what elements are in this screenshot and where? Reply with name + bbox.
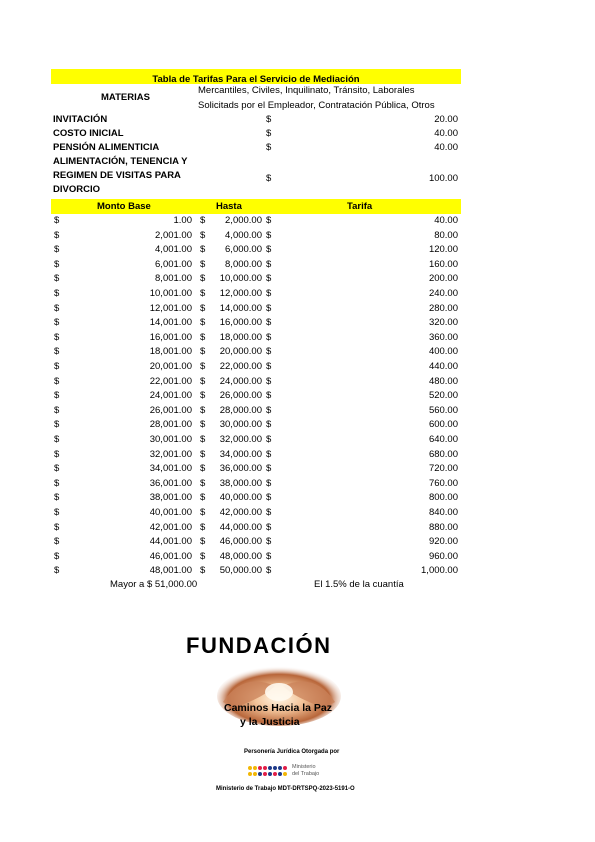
row-tarifa: 320.00: [428, 317, 458, 329]
fixed-item-currency: $: [266, 128, 272, 139]
row-hasta: 8,000.00: [225, 258, 262, 270]
row-currency-base: $: [54, 258, 60, 270]
row-base: 18,001.00: [149, 346, 192, 358]
foundation-name-line1: Caminos Hacia la Paz: [224, 702, 332, 714]
row-hasta: 14,000.00: [219, 302, 262, 314]
table-row: [0, 258, 595, 273]
row-hasta: 16,000.00: [219, 317, 262, 329]
row-base: 26,001.00: [149, 404, 192, 416]
row-currency-base: $: [54, 492, 60, 504]
row-currency-tarifa: $: [266, 244, 272, 256]
row-currency-tarifa: $: [266, 331, 272, 343]
row-tarifa: 120.00: [428, 244, 458, 256]
row-currency-hasta: $: [200, 331, 206, 343]
row-hasta: 36,000.00: [219, 463, 262, 475]
row-base: 4,001.00: [155, 244, 192, 256]
row-tarifa: 160.00: [428, 258, 458, 270]
fixed-item-value-pension: 40.00: [434, 142, 458, 153]
row-currency-tarifa: $: [266, 215, 272, 226]
fixed-item-label-alimentacion-line2: REGIMEN DE VISITAS PARA: [53, 170, 181, 181]
row-hasta: 12,000.00: [219, 288, 262, 299]
row-tarifa: 920.00: [428, 536, 458, 548]
row-tarifa: 440.00: [428, 361, 458, 372]
row-currency-hasta: $: [200, 477, 206, 489]
table-row: [0, 375, 595, 390]
row-base: 28,001.00: [149, 419, 192, 431]
row-tarifa: 1,000.00: [421, 565, 458, 577]
fixed-item-label-pension: PENSIÓN ALIMENTICIA: [53, 142, 160, 153]
row-currency-tarifa: $: [266, 550, 272, 562]
table-row: [0, 550, 595, 565]
row-currency-hasta: $: [200, 550, 206, 562]
row-currency-tarifa: $: [266, 288, 272, 299]
table-row: [0, 448, 595, 463]
row-tarifa: 480.00: [428, 375, 458, 387]
ministerio-label-line2: del Trabajo: [292, 771, 320, 777]
table-row: [0, 404, 595, 419]
table-row: [0, 564, 595, 579]
row-currency-base: $: [54, 448, 60, 460]
row-base: 36,001.00: [149, 477, 192, 489]
table-row: [0, 272, 595, 287]
table-row: [0, 418, 595, 433]
row-hasta: 44,000.00: [219, 521, 262, 533]
fixed-item-currency: $: [266, 114, 272, 125]
row-hasta: 28,000.00: [219, 404, 262, 416]
row-currency-hasta: $: [200, 244, 206, 256]
row-base: 46,001.00: [149, 550, 192, 562]
row-currency-base: $: [54, 550, 60, 562]
row-tarifa: 400.00: [428, 346, 458, 358]
row-currency-tarifa: $: [266, 273, 272, 285]
row-hasta: 50,000.00: [219, 565, 262, 577]
table-row: [0, 433, 595, 448]
row-base: 14,001.00: [149, 317, 192, 329]
row-currency-tarifa: $: [266, 536, 272, 548]
table-row: [0, 521, 595, 536]
row-currency-tarifa: $: [266, 448, 272, 460]
row-currency-hasta: $: [200, 375, 206, 387]
row-currency-hasta: $: [200, 536, 206, 548]
row-currency-hasta: $: [200, 419, 206, 431]
table-row: [0, 243, 595, 258]
row-tarifa: 360.00: [428, 331, 458, 343]
fixed-item-value-invitacion: 20.00: [434, 114, 458, 125]
row-base: 34,001.00: [149, 463, 192, 475]
materias-desc-line1: Mercantiles, Civiles, Inquilinato, Tránsito, Laborales: [198, 85, 415, 96]
row-hasta: 30,000.00: [219, 419, 262, 431]
row-base: 38,001.00: [149, 492, 192, 504]
row-currency-base: $: [54, 536, 60, 548]
row-currency-tarifa: $: [266, 419, 272, 431]
row-base: 8,001.00: [155, 273, 192, 285]
row-currency-base: $: [54, 215, 60, 226]
range-table: [0, 214, 595, 584]
row-currency-hasta: $: [200, 229, 206, 241]
row-currency-base: $: [54, 273, 60, 285]
row-base: 32,001.00: [149, 448, 192, 460]
row-currency-base: $: [54, 521, 60, 533]
row-currency-tarifa: $: [266, 507, 272, 518]
row-currency-base: $: [54, 244, 60, 256]
row-currency-hasta: $: [200, 390, 206, 402]
row-currency-hasta: $: [200, 273, 206, 285]
row-hasta: 38,000.00: [219, 477, 262, 489]
fixed-item-label-invitacion: INVITACIÓN: [53, 114, 108, 125]
row-currency-tarifa: $: [266, 302, 272, 314]
row-hasta: 6,000.00: [225, 244, 262, 256]
row-tarifa: 640.00: [428, 434, 458, 445]
range-header-base: Monto Base: [97, 201, 151, 212]
row-currency-tarifa: $: [266, 477, 272, 489]
range-header-bar: [51, 199, 461, 214]
row-currency-hasta: $: [200, 404, 206, 416]
row-currency-hasta: $: [200, 492, 206, 504]
row-hasta: 48,000.00: [219, 550, 262, 562]
row-currency-hasta: $: [200, 317, 206, 329]
row-tarifa: 720.00: [428, 463, 458, 475]
table-row: [0, 462, 595, 477]
row-hasta: 10,000.00: [219, 273, 262, 285]
row-currency-base: $: [54, 463, 60, 475]
foundation-name-line2: y la Justicia: [240, 716, 300, 728]
ministerio-label-line1: Ministerio: [292, 764, 316, 770]
row-currency-base: $: [54, 375, 60, 387]
row-currency-base: $: [54, 302, 60, 314]
range-header-hasta: Hasta: [216, 201, 242, 212]
row-currency-tarifa: $: [266, 434, 272, 445]
table-row: [0, 302, 595, 317]
personeria-text: Personería Jurídica Otorgada por: [244, 749, 340, 755]
row-currency-base: $: [54, 565, 60, 577]
table-row: [0, 345, 595, 360]
table-row: [0, 214, 595, 229]
row-currency-tarifa: $: [266, 229, 272, 241]
row-currency-hasta: $: [200, 361, 206, 372]
row-currency-base: $: [54, 507, 60, 518]
materias-label: MATERIAS: [101, 92, 150, 103]
table-row: [0, 477, 595, 492]
row-base: 24,001.00: [149, 390, 192, 402]
footer-mayor-a: Mayor a $ 51,000.00: [110, 579, 198, 590]
row-hasta: 40,000.00: [219, 492, 262, 504]
footer-porcentaje: El 1.5% de la cuantía: [314, 579, 404, 590]
row-tarifa: 800.00: [428, 492, 458, 504]
row-currency-base: $: [54, 288, 60, 299]
row-currency-base: $: [54, 390, 60, 402]
row-currency-base: $: [54, 404, 60, 416]
row-currency-tarifa: $: [266, 390, 272, 402]
fixed-item-label-alimentacion-line3: DIVORCIO: [53, 184, 100, 195]
row-tarifa: 200.00: [428, 273, 458, 285]
table-row: [0, 360, 595, 375]
row-base: 10,001.00: [149, 288, 192, 299]
row-currency-base: $: [54, 477, 60, 489]
row-hasta: 26,000.00: [219, 390, 262, 402]
fixed-item-currency: $: [266, 173, 272, 184]
table-row: [0, 506, 595, 521]
row-hasta: 4,000.00: [225, 229, 262, 241]
fixed-item-value-costo-inicial: 40.00: [434, 128, 458, 139]
row-currency-base: $: [54, 361, 60, 372]
row-tarifa: 240.00: [428, 288, 458, 299]
row-tarifa: 560.00: [428, 404, 458, 416]
row-hasta: 2,000.00: [225, 215, 262, 226]
row-currency-base: $: [54, 346, 60, 358]
row-tarifa: 760.00: [428, 477, 458, 489]
materias-desc-line2: Solicitads por el Empleador, Contratación Pública, Otros: [198, 100, 435, 111]
row-currency-base: $: [54, 317, 60, 329]
row-currency-tarifa: $: [266, 492, 272, 504]
row-base: 2,001.00: [155, 229, 192, 241]
row-base: 22,001.00: [149, 375, 192, 387]
row-base: 12,001.00: [149, 302, 192, 314]
fixed-item-value-alimentacion: 100.00: [428, 173, 458, 184]
row-currency-base: $: [54, 229, 60, 241]
row-currency-tarifa: $: [266, 521, 272, 533]
table-title: Tabla de Tarifas Para el Servicio de Mediación: [152, 74, 360, 85]
foundation-title: FUNDACIÓN: [186, 633, 332, 658]
row-base: 48,001.00: [149, 565, 192, 577]
row-hasta: 24,000.00: [219, 375, 262, 387]
row-currency-hasta: $: [200, 302, 206, 314]
table-row: [0, 331, 595, 346]
row-base: 1.00: [173, 215, 192, 226]
row-tarifa: 680.00: [428, 448, 458, 460]
row-tarifa: 840.00: [428, 507, 458, 518]
ministerio-trabajo-logo-icon: [247, 764, 287, 778]
row-hasta: 22,000.00: [219, 361, 262, 372]
row-tarifa: 40.00: [434, 215, 458, 226]
range-header-tarifa: Tarifa: [347, 201, 373, 212]
row-currency-hasta: $: [200, 215, 206, 226]
row-currency-hasta: $: [200, 521, 206, 533]
row-currency-hasta: $: [200, 448, 206, 460]
row-tarifa: 520.00: [428, 390, 458, 402]
row-currency-hasta: $: [200, 288, 206, 299]
row-currency-tarifa: $: [266, 565, 272, 577]
row-base: 40,001.00: [149, 507, 192, 518]
fixed-item-label-alimentacion-line1: ALIMENTACIÓN, TENENCIA Y: [53, 156, 188, 167]
row-currency-hasta: $: [200, 258, 206, 270]
table-row: [0, 491, 595, 506]
row-currency-tarifa: $: [266, 375, 272, 387]
table-row: [0, 287, 595, 302]
row-base: 6,001.00: [155, 258, 192, 270]
table-title-bar: [51, 69, 461, 84]
row-tarifa: 80.00: [434, 229, 458, 241]
fixed-item-label-costo-inicial: COSTO INICIAL: [53, 128, 124, 139]
row-base: 30,001.00: [149, 434, 192, 445]
row-currency-base: $: [54, 434, 60, 445]
row-currency-hasta: $: [200, 565, 206, 577]
table-row: [0, 316, 595, 331]
row-base: 44,001.00: [149, 536, 192, 548]
table-row: [0, 535, 595, 550]
table-row: [0, 389, 595, 404]
row-currency-hasta: $: [200, 346, 206, 358]
row-base: 16,001.00: [149, 331, 192, 343]
row-hasta: 20,000.00: [219, 346, 262, 358]
row-tarifa: 600.00: [428, 419, 458, 431]
row-hasta: 34,000.00: [219, 448, 262, 460]
row-tarifa: 960.00: [428, 550, 458, 562]
registro-text: Ministerio de Trabajo MDT-DRTSPQ-2023-5191-O: [216, 786, 355, 792]
row-base: 20,001.00: [149, 361, 192, 372]
row-currency-tarifa: $: [266, 258, 272, 270]
row-currency-tarifa: $: [266, 463, 272, 475]
row-currency-base: $: [54, 419, 60, 431]
fixed-item-currency: $: [266, 142, 272, 153]
table-row: [0, 229, 595, 244]
row-currency-tarifa: $: [266, 404, 272, 416]
row-hasta: 46,000.00: [219, 536, 262, 548]
row-currency-tarifa: $: [266, 361, 272, 372]
row-hasta: 18,000.00: [219, 331, 262, 343]
row-currency-base: $: [54, 331, 60, 343]
row-base: 42,001.00: [149, 521, 192, 533]
row-tarifa: 280.00: [428, 302, 458, 314]
row-currency-hasta: $: [200, 434, 206, 445]
row-currency-tarifa: $: [266, 346, 272, 358]
row-currency-tarifa: $: [266, 317, 272, 329]
row-currency-hasta: $: [200, 463, 206, 475]
row-hasta: 32,000.00: [219, 434, 262, 445]
row-hasta: 42,000.00: [219, 507, 262, 518]
row-tarifa: 880.00: [428, 521, 458, 533]
row-currency-hasta: $: [200, 507, 206, 518]
